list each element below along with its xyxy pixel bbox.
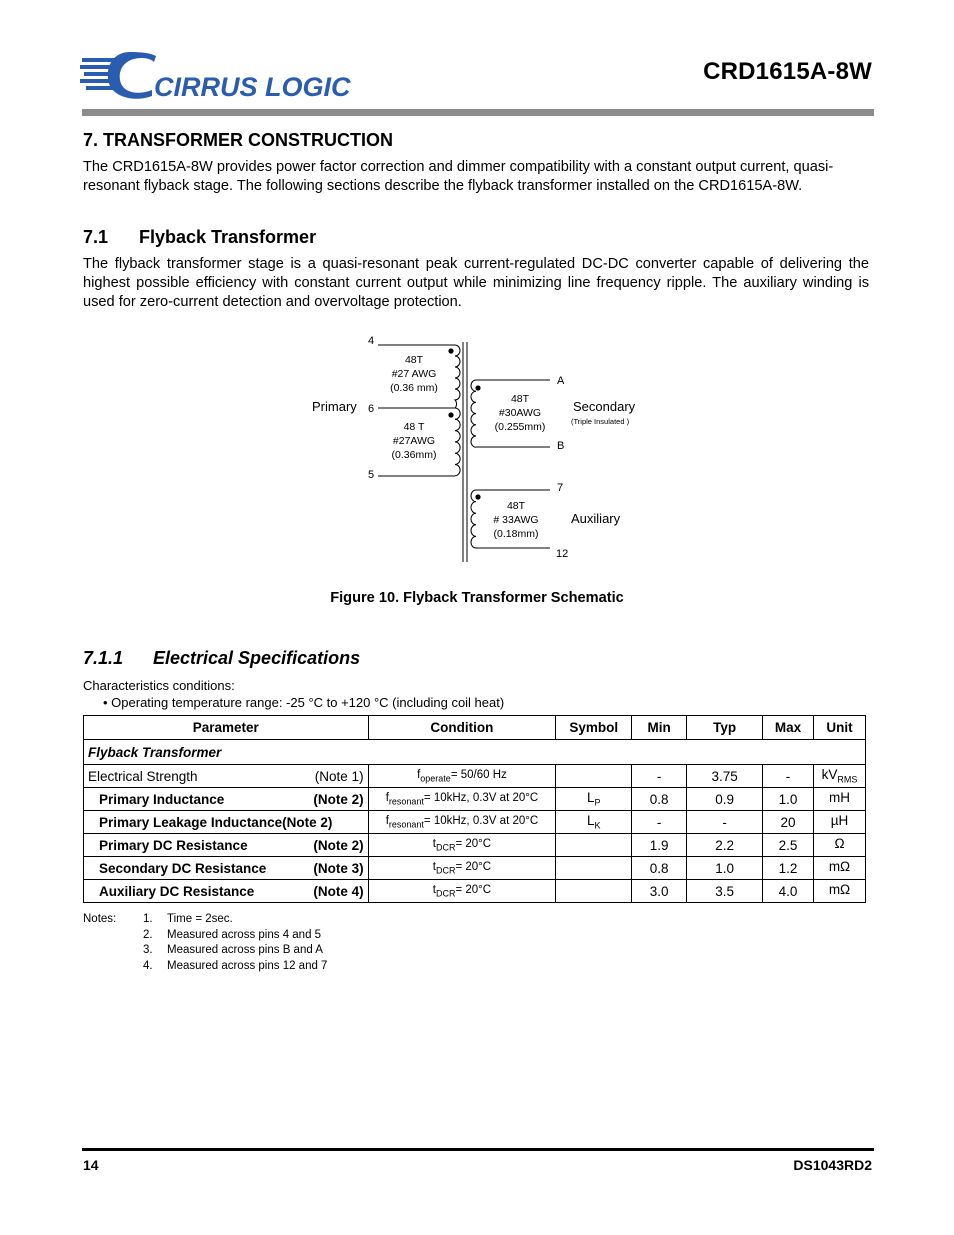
unit: Ω bbox=[834, 836, 845, 852]
auxiliary-turns: 48T bbox=[506, 500, 526, 512]
subsubsection-title: Electrical Specifications bbox=[153, 648, 361, 668]
notes-label: Notes: bbox=[83, 913, 117, 925]
cond-value: = 10kHz, 0.3V at 20°C bbox=[423, 814, 539, 827]
note-number: 4. bbox=[143, 959, 153, 972]
footer-divider bbox=[82, 1148, 874, 1151]
cell-symbol bbox=[556, 857, 632, 880]
cell-typ: 3.5 bbox=[687, 880, 763, 903]
note-item bbox=[143, 959, 443, 975]
subsection-heading bbox=[83, 227, 316, 248]
cond-subscript: resonant bbox=[388, 796, 424, 807]
section-heading: 7. TRANSFORMER CONSTRUCTION bbox=[83, 130, 393, 150]
header-parameter: Parameter bbox=[84, 716, 369, 740]
primary-label: Primary bbox=[312, 399, 357, 414]
cell-unit bbox=[813, 811, 865, 834]
cirrus-logic-logo-mark bbox=[80, 46, 360, 106]
cell-unit bbox=[813, 880, 865, 903]
cell-symbol bbox=[556, 788, 632, 811]
cell-symbol bbox=[556, 765, 632, 788]
polarity-dot-primary-lower bbox=[448, 412, 453, 417]
cell-condition bbox=[368, 765, 556, 788]
cond-subscript: DCR bbox=[435, 888, 456, 899]
primary-lower-turns: 48 T bbox=[403, 421, 425, 433]
conditions-label: Characteristics conditions: bbox=[83, 678, 235, 693]
cell-typ: 3.75 bbox=[687, 765, 763, 788]
cell-symbol bbox=[556, 880, 632, 903]
table-header-row bbox=[84, 716, 866, 740]
auxiliary-label: Auxiliary bbox=[571, 511, 621, 526]
footer-doc-id: DS1043RD2 bbox=[793, 1157, 872, 1173]
cond-symbol: t bbox=[432, 883, 436, 896]
primary-upper-awg: #27 AWG bbox=[391, 368, 437, 380]
note-text: Time = 2sec. bbox=[167, 913, 233, 925]
cond-value: = 20°C bbox=[455, 883, 492, 896]
table-row bbox=[84, 880, 866, 903]
header-max: Max bbox=[763, 716, 814, 740]
header-symbol: Symbol bbox=[556, 716, 632, 740]
page-number: 14 bbox=[83, 1157, 99, 1173]
cell-condition bbox=[368, 834, 556, 857]
cell-typ: - bbox=[687, 811, 763, 834]
symbol: L bbox=[586, 813, 595, 829]
cell-typ: 1.0 bbox=[687, 857, 763, 880]
cell-min: 3.0 bbox=[632, 880, 687, 903]
note-number: 3. bbox=[143, 944, 153, 956]
cell-unit bbox=[813, 765, 865, 788]
cell-min: 1.9 bbox=[632, 834, 687, 857]
pin-5-label: 5 bbox=[368, 469, 375, 481]
secondary-awg: #30AWG bbox=[498, 407, 542, 419]
table-row bbox=[84, 834, 866, 857]
note-text: Measured across pins B and A bbox=[167, 944, 323, 956]
cell-unit bbox=[813, 788, 865, 811]
cell-condition bbox=[368, 880, 556, 903]
cond-value: = 10kHz, 0.3V at 20°C bbox=[423, 791, 539, 804]
primary-lower-awg: #27AWG bbox=[392, 435, 436, 447]
unit-subscript: RMS bbox=[837, 774, 858, 785]
secondary-coil bbox=[471, 380, 476, 447]
cirrus-logic-logo bbox=[80, 46, 360, 106]
primary-lower-diameter: (0.36mm) bbox=[391, 449, 437, 461]
cond-symbol: f bbox=[385, 791, 389, 804]
cell-max: 2.5 bbox=[763, 834, 814, 857]
auxiliary-diameter: (0.18mm) bbox=[493, 528, 539, 540]
table-group-row bbox=[84, 740, 866, 765]
figure-caption: Figure 10. Flyback Transformer Schematic bbox=[330, 590, 624, 606]
flyback-schematic bbox=[300, 330, 660, 570]
cell-condition bbox=[368, 811, 556, 834]
subsubsection-heading bbox=[83, 648, 360, 669]
secondary-turns: 48T bbox=[510, 393, 530, 405]
subsubsection-number: 7.1.1 bbox=[83, 648, 124, 668]
param-note: (Note 2) bbox=[313, 791, 364, 807]
cell-min: - bbox=[632, 765, 687, 788]
cond-subscript: operate bbox=[420, 773, 451, 784]
pin-7-label: 7 bbox=[557, 482, 564, 494]
param-name: Auxiliary DC Resistance bbox=[99, 883, 255, 899]
header-divider bbox=[82, 109, 874, 116]
polarity-dot-secondary bbox=[475, 385, 480, 390]
polarity-dot-primary-upper bbox=[448, 348, 453, 353]
primary-upper-diameter: (0.36 mm) bbox=[390, 382, 438, 394]
cell-max: 1.0 bbox=[763, 788, 814, 811]
symbol: L bbox=[586, 790, 595, 806]
doc-title: CRD1615A-8W bbox=[703, 58, 872, 85]
unit: µH bbox=[830, 813, 849, 829]
symbol-subscript: K bbox=[594, 820, 601, 831]
cond-symbol: t bbox=[432, 860, 436, 873]
table-row bbox=[84, 788, 866, 811]
cell-unit bbox=[813, 834, 865, 857]
electrical-spec-table bbox=[83, 715, 866, 903]
section-intro: The CRD1615A-8W provides power factor correction and dimmer compatibility with a constant output current, quasi-resonant flyback stage. The following sections describe the flyback transformer installed on the CRD1615A-8W. bbox=[83, 159, 834, 194]
cell-typ: 2.2 bbox=[687, 834, 763, 857]
param-name: Secondary DC Resistance bbox=[99, 860, 267, 876]
cell-symbol bbox=[556, 834, 632, 857]
cell-max: 4.0 bbox=[763, 880, 814, 903]
header-min: Min bbox=[632, 716, 687, 740]
cell-condition bbox=[368, 788, 556, 811]
cond-value: = 20°C bbox=[455, 860, 492, 873]
cell-typ: 0.9 bbox=[687, 788, 763, 811]
cell-min: - bbox=[632, 811, 687, 834]
param-note: (Note 3) bbox=[313, 860, 364, 876]
cond-symbol: f bbox=[385, 814, 389, 827]
param-name: Primary DC Resistance bbox=[99, 837, 248, 853]
cell-parameter bbox=[84, 857, 369, 880]
note-number: 2. bbox=[143, 928, 153, 941]
header-unit: Unit bbox=[813, 716, 865, 740]
param-note: (Note 2) bbox=[282, 814, 333, 830]
table-row bbox=[84, 765, 866, 788]
header-condition: Condition bbox=[368, 716, 556, 740]
symbol-subscript: P bbox=[594, 797, 601, 808]
pin-4-label: 4 bbox=[368, 335, 375, 347]
cond-value: = 20°C bbox=[455, 837, 492, 850]
note-number: 1. bbox=[143, 913, 153, 925]
secondary-diameter: (0.255mm) bbox=[494, 421, 546, 433]
note-text: Measured across pins 12 and 7 bbox=[167, 959, 328, 972]
cell-max: - bbox=[763, 765, 814, 788]
conditions-bullet: • Operating temperature range: -25 °C to +120 °C (including coil heat) bbox=[103, 695, 505, 710]
cell-max: 1.2 bbox=[763, 857, 814, 880]
cell-condition bbox=[368, 857, 556, 880]
polarity-dot-auxiliary bbox=[475, 494, 480, 499]
param-name: Primary Leakage Inductance bbox=[99, 814, 283, 830]
note-text: Measured across pins 4 and 5 bbox=[167, 928, 322, 941]
unit: mΩ bbox=[828, 882, 851, 898]
unit: mH bbox=[828, 790, 850, 806]
subsection-title: Flyback Transformer bbox=[139, 227, 317, 247]
pin-b-label: B bbox=[557, 440, 565, 452]
unit: mΩ bbox=[828, 859, 851, 875]
cond-subscript: resonant bbox=[388, 819, 424, 830]
auxiliary-coil bbox=[471, 490, 476, 548]
primary-upper-turns: 48T bbox=[404, 354, 424, 366]
pin-a-label: A bbox=[557, 375, 565, 387]
cell-parameter bbox=[84, 880, 369, 903]
note-item bbox=[143, 912, 443, 928]
param-note: (Note 1) bbox=[314, 768, 364, 784]
cell-unit bbox=[813, 857, 865, 880]
cell-symbol bbox=[556, 811, 632, 834]
param-note: (Note 4) bbox=[313, 883, 364, 899]
group-label: Flyback Transformer bbox=[84, 740, 866, 765]
cond-subscript: DCR bbox=[435, 842, 456, 853]
cond-value: = 50/60 Hz bbox=[450, 768, 507, 781]
cell-min: 0.8 bbox=[632, 857, 687, 880]
cond-symbol: t bbox=[432, 837, 436, 850]
pin-12-label: 12 bbox=[556, 548, 569, 560]
header-typ: Typ bbox=[687, 716, 763, 740]
subsection-body: The flyback transformer stage is a quasi-resonant peak current-regulated DC-DC converter capable of delivering the highest possible efficiency with constant current output while minimizing line frequency ripple. The auxiliary winding is used for zero-current detection and overvoltage protection. bbox=[83, 256, 869, 310]
secondary-sublabel: (Triple Insulated ) bbox=[571, 417, 630, 426]
cond-symbol: f bbox=[417, 768, 421, 781]
secondary-label: Secondary bbox=[573, 399, 636, 414]
subsection-number: 7.1 bbox=[83, 227, 109, 247]
param-name: Electrical Strength bbox=[88, 768, 198, 784]
cell-parameter bbox=[84, 811, 369, 834]
brand-name: CIRRUS LOGIC bbox=[154, 72, 351, 102]
param-name: Primary Inductance bbox=[99, 791, 225, 807]
note-item bbox=[143, 943, 443, 959]
auxiliary-awg: # 33AWG bbox=[493, 514, 539, 526]
cell-parameter bbox=[84, 788, 369, 811]
cell-parameter bbox=[84, 834, 369, 857]
unit: kV bbox=[821, 767, 838, 783]
param-note: (Note 2) bbox=[313, 837, 364, 853]
cell-parameter bbox=[84, 765, 369, 788]
cond-subscript: DCR bbox=[435, 865, 456, 876]
table-row bbox=[84, 857, 866, 880]
cell-max: 20 bbox=[763, 811, 814, 834]
cell-min: 0.8 bbox=[632, 788, 687, 811]
pin-6-label: 6 bbox=[368, 403, 375, 415]
table-row bbox=[84, 811, 866, 834]
note-item bbox=[143, 928, 443, 944]
primary-upper-coil bbox=[455, 345, 460, 408]
primary-lower-coil bbox=[455, 408, 460, 476]
